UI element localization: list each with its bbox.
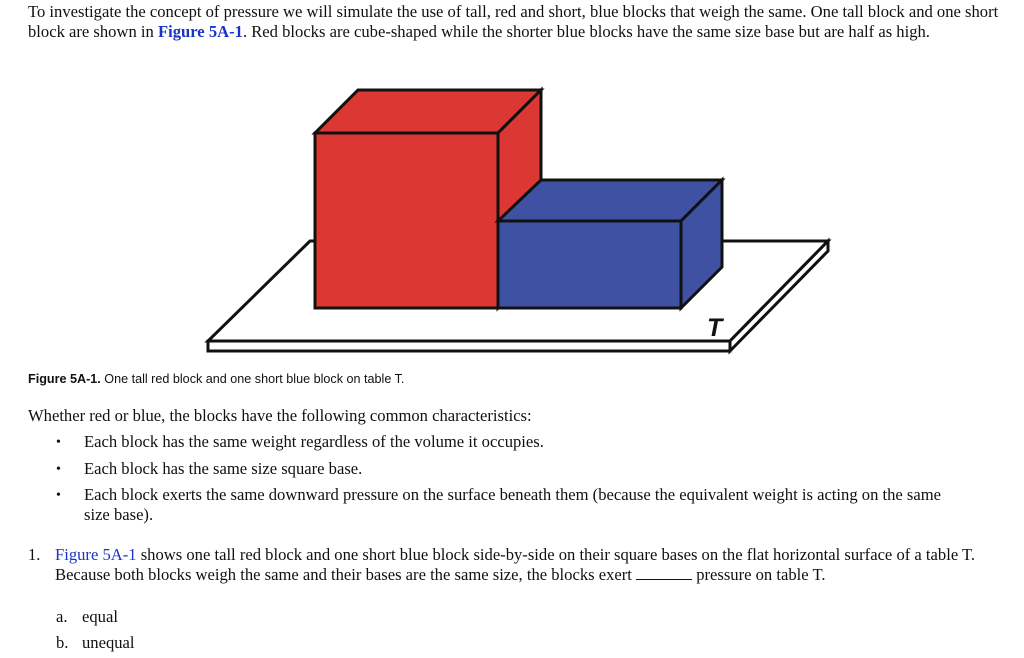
question-text <box>55 545 1003 585</box>
option-text: unequal <box>82 633 135 652</box>
intro-paragraph <box>28 2 1013 42</box>
figure-5a-1 <box>0 80 1024 370</box>
answer-options <box>56 604 135 656</box>
option-letter: b. <box>56 633 69 652</box>
question-text-2: pressure on table T. <box>692 565 826 584</box>
option-text: equal <box>82 607 118 626</box>
intro-text-1: To investigate the concept of pressure we will simulate the use of tall, red and short, blue blocks that weigh the same. One tall block and one short block are shown in <box>28 2 999 41</box>
characteristics-intro: Whether red or blue, the blocks have the following common characteristics: <box>28 406 532 425</box>
bullet-icon: • <box>56 488 61 503</box>
table-label-t: T <box>707 314 723 342</box>
blue-block <box>498 180 722 308</box>
option-letter: a. <box>56 607 68 626</box>
question-1 <box>28 545 1003 585</box>
figure-reference-link[interactable]: Figure 5A-1 <box>157 22 243 41</box>
characteristics-list <box>0 432 1000 532</box>
caption-text: One tall red block and one short blue block on table T. <box>100 372 405 386</box>
blue-block-front <box>498 221 681 308</box>
red-block-front <box>315 133 498 308</box>
bullet-icon: • <box>56 435 61 450</box>
figure-caption <box>28 372 404 386</box>
list-item <box>0 459 1000 479</box>
list-item <box>0 432 1000 452</box>
list-item <box>0 485 1000 525</box>
bullet-icon: • <box>56 461 61 477</box>
option-b[interactable] <box>56 630 135 656</box>
answer-blank <box>636 565 692 580</box>
table-front-edge <box>208 341 730 351</box>
list-item-text: Each block has the same weight regardless of the volume it occupies. <box>84 432 544 451</box>
list-item-text: Each block exerts the same downward pressure on the surface beneath them (because the equivalent weight is acting on the same size base). <box>84 485 942 524</box>
caption-label: Figure 5A-1. <box>28 372 101 386</box>
question-text-1: shows one tall red block and one short blue block side-by-side on their square bases on the flat horizontal surface of a table T. Because both blocks weigh the same and their bases are the same size, the blocks exert <box>55 545 976 584</box>
question-figure-reference-link[interactable]: Figure 5A-1 <box>55 545 137 564</box>
list-item-text: Each block has the same size square base. <box>84 458 363 478</box>
question-number: 1. <box>28 545 41 564</box>
option-a[interactable] <box>56 604 135 630</box>
intro-text-2: . Red blocks are cube-shaped while the shorter blue blocks have the same size base but are half as high. <box>242 22 930 41</box>
